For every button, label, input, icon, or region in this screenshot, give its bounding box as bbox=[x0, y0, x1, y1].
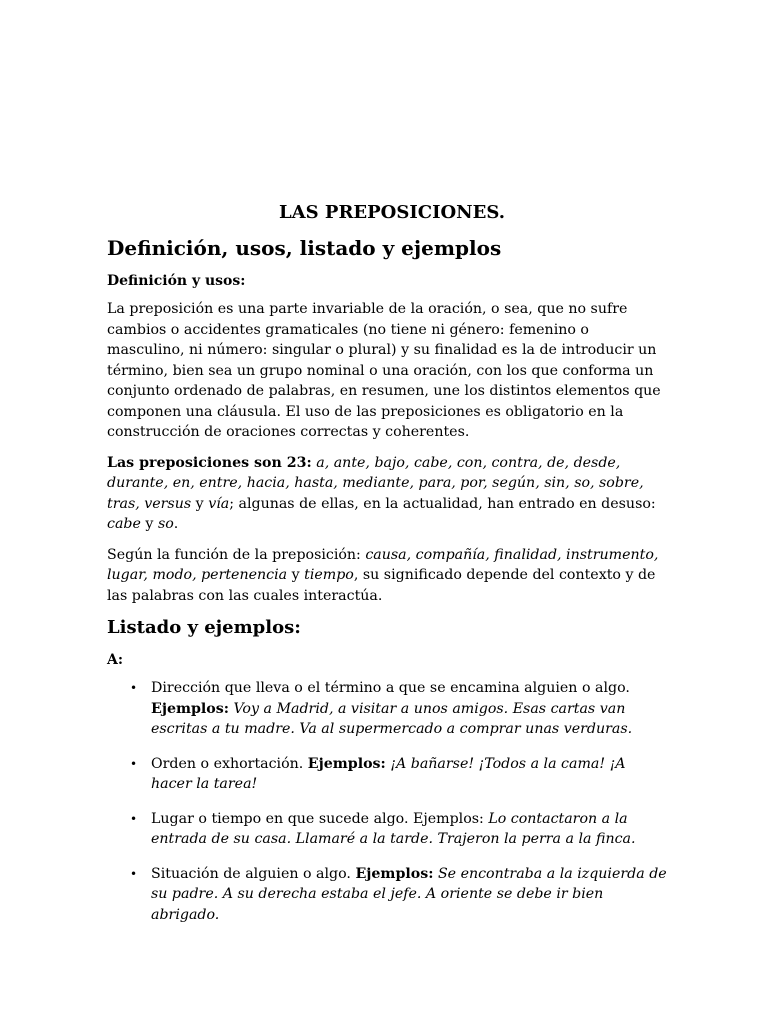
document-page bbox=[107, 201, 669, 939]
letter-a-heading: A: bbox=[107, 652, 124, 668]
bullet-icon: • bbox=[130, 756, 138, 771]
list-item-text: Orden o exhortación. bbox=[151, 755, 308, 772]
definition-paragraph: La preposición es una parte invariable de la oración, o sea, que no sufre cambios o accidentes gramaticales (no tiene ni género: femenino o masculino, ni número: singular o plural) y su finalidad es la de introducir un término, bien sea un grupo nominal o una oración, con los que conforma un conjunto ordenado de palabras, en resumen, une los distintos elementos que componen una cláusula. El uso de las preposiciones es obligatorio en la construcción de oraciones correctas y coherentes. bbox=[107, 301, 661, 440]
prepositions-count-label: Las preposiciones son 23: bbox=[107, 454, 312, 471]
document-title: LAS PREPOSICIONES. bbox=[279, 202, 505, 223]
preposition-cabe: cabe bbox=[107, 516, 141, 532]
bullet-icon: • bbox=[130, 681, 138, 695]
preposition-so: so bbox=[157, 516, 174, 532]
list-item bbox=[130, 864, 669, 926]
definition-heading: Definición y usos: bbox=[107, 273, 246, 289]
period-text: . bbox=[173, 516, 179, 532]
examples-label: Ejemplos: bbox=[307, 755, 386, 772]
list-item bbox=[130, 678, 669, 740]
function-intro: Según la función de la preposición: bbox=[107, 546, 366, 563]
examples-label: Ejemplos: bbox=[355, 865, 434, 882]
bullet-icon: • bbox=[130, 866, 138, 881]
conjunction-text: y bbox=[140, 516, 158, 532]
list-item bbox=[130, 809, 669, 850]
list-heading: Listado y ejemplos: bbox=[107, 617, 301, 638]
function-tiempo: tiempo bbox=[304, 567, 354, 583]
main-heading: Definición, usos, listado y ejemplos bbox=[107, 236, 502, 260]
preposition-via: vía bbox=[208, 495, 230, 512]
list-item-text: Situación de alguien o algo. bbox=[151, 865, 356, 882]
examples-text: Voy a Madrid, a visitar a unos amigos. Esas cartas van escritas a tu madre. Va al supermercado a comprar unas verduras. bbox=[151, 700, 633, 737]
function-paragraph bbox=[107, 545, 669, 607]
conjunction-text: y bbox=[191, 495, 209, 512]
examples-label: Ejemplos: bbox=[151, 700, 229, 717]
list-item-text: Dirección que lleva o el término a que se encamina alguien o algo. bbox=[151, 680, 630, 696]
examples-text: ¡A bañarse! ¡Todos a la cama! ¡A hacer la tarea! bbox=[151, 755, 626, 792]
list-item bbox=[130, 754, 669, 795]
examples-text: Lo contactaron a la entrada de su casa. Llamaré a la tarde. Trajeron la perra a la finca. bbox=[151, 810, 636, 847]
bullet-icon: • bbox=[130, 811, 138, 826]
function-end: , su significado depende del contexto y de las palabras con las cuales interactúa. bbox=[107, 567, 656, 604]
examples-text: Se encontraba a la izquierda de su padre. A su derecha estaba el jefe. A oriente se debe ir bien abrigado. bbox=[151, 865, 667, 923]
function-list: causa, compañía, finalidad, instrumento, lugar, modo, pertenencia bbox=[107, 546, 659, 583]
prepositions-list: a, ante, bajo, cabe, con, contra, de, desde, durante, en, entre, hacia, hasta, mediante, para, por, según, sin, so, sobre, tras, versus bbox=[107, 454, 644, 512]
disuse-text: ; algunas de ellas, en la actualidad, han entrado en desuso: bbox=[229, 495, 656, 512]
conjunction-text: y bbox=[287, 567, 305, 583]
prepositions-paragraph bbox=[107, 453, 669, 535]
bullet-list bbox=[107, 678, 669, 925]
list-item-text: Lugar o tiempo en que sucede algo. Ejemplos: bbox=[151, 810, 489, 827]
